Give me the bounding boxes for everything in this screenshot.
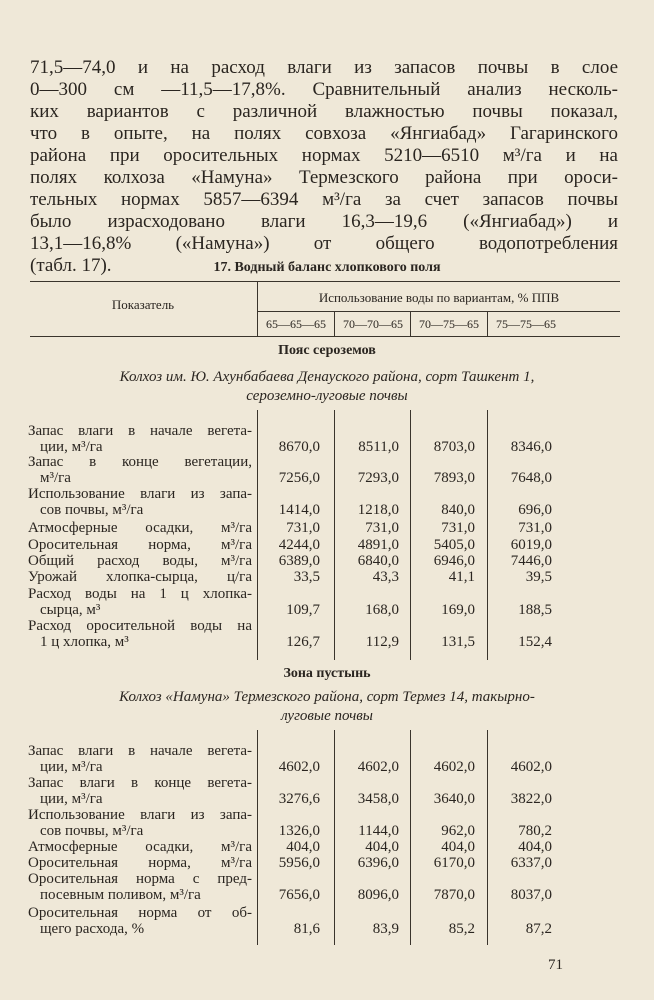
table-top-rule (30, 281, 620, 282)
value-cell: 6396,0 (357, 855, 399, 871)
value-cell: 6389,0 (278, 553, 320, 569)
row-label-line: Оросительная норма, м³/га (28, 537, 252, 553)
subtitle-line: сероземно-луговые почвы (246, 388, 408, 404)
value-cell: 780,2 (518, 823, 552, 839)
row-label (28, 775, 252, 807)
value-cell: 3276,6 (278, 791, 320, 807)
value-cell: 404,0 (365, 839, 399, 855)
value-cell: 7446,0 (510, 553, 552, 569)
row-label-line: Запас в конце вегетации, (28, 454, 252, 470)
paragraph-line: тельных нормах 5857—6394 м³/га за счет запасов почвы (30, 189, 618, 210)
row-label-line: Урожай хлопка-сырца, ц/га (28, 569, 252, 585)
row-label-line: сов почвы, м³/га (40, 502, 144, 518)
row-label (28, 618, 252, 650)
row-label (28, 537, 252, 553)
value-cell: 6019,0 (510, 537, 552, 553)
paragraph-line: района при оросительных нормах 5210—6510 м³/га и на (30, 145, 618, 166)
value-cell: 8670,0 (278, 439, 320, 455)
column-line (257, 730, 258, 945)
variant-header: 65—65—65 (266, 317, 326, 331)
value-cell: 81,6 (293, 921, 320, 937)
value-cell: 840,0 (441, 502, 475, 518)
row-label (28, 905, 252, 937)
row-label-line: Расход оросительной воды на (28, 618, 252, 634)
row-label (28, 855, 252, 871)
value-cell: 6946,0 (433, 553, 475, 569)
table-caption: 17. Водный баланс хлопкового поля (213, 260, 441, 275)
column-line (410, 730, 411, 945)
paragraph-line: было израсходовано влаги 16,3—19,6 («Янгиабад») и (30, 211, 618, 232)
row-label-line: ции, м³/га (40, 759, 103, 775)
row-label-line: щего расхода, % (40, 921, 145, 937)
row-label-line: сов почвы, м³/га (40, 823, 144, 839)
value-cell: 962,0 (441, 823, 475, 839)
row-label-line: Оросительная норма, м³/га (28, 855, 252, 871)
value-cell: 39,5 (525, 569, 552, 585)
value-cell: 6337,0 (510, 855, 552, 871)
row-label-line: м³/га (40, 470, 71, 486)
row-label-line: 1 ц хлопка, м³ (40, 634, 129, 650)
section-title: Зона пустынь (283, 666, 371, 681)
value-cell: 8096,0 (357, 887, 399, 903)
value-cell: 1326,0 (278, 823, 320, 839)
section-title: Пояс сероземов (278, 343, 376, 358)
value-cell: 8703,0 (433, 439, 475, 455)
value-cell: 6170,0 (433, 855, 475, 871)
value-cell: 188,5 (518, 602, 552, 618)
value-cell: 83,9 (372, 921, 399, 937)
body-paragraph (30, 57, 618, 277)
subtitle-line: Колхоз «Намуна» Термезского района, сорт Термез 14, такырно- (119, 689, 535, 705)
row-label-line: Оросительная норма от об- (28, 905, 252, 921)
param-header: Показатель (111, 297, 175, 312)
value-cell: 731,0 (441, 520, 475, 536)
row-label-line: Оросительная норма с пред- (28, 871, 252, 887)
value-cell: 1144,0 (358, 823, 399, 839)
value-cell: 87,2 (525, 921, 552, 937)
use-header: Использование воды по вариантам, % ППВ (318, 290, 560, 305)
value-cell: 4891,0 (357, 537, 399, 553)
value-cell: 4602,0 (510, 759, 552, 775)
row-label (28, 743, 252, 775)
value-cell: 5956,0 (278, 855, 320, 871)
value-cell: 33,5 (293, 569, 320, 585)
row-label-line: сырца, м³ (40, 602, 101, 618)
value-cell: 152,4 (518, 634, 552, 650)
subtitle-line: Колхоз им. Ю. Ахунбабаева Денауского района, сорт Ташкент 1, (119, 369, 535, 385)
row-label (28, 569, 252, 585)
row-label-line: Атмосферные осадки, м³/га (28, 520, 252, 536)
row-label (28, 871, 252, 903)
row-label-line: Запас влаги в начале вегета- (28, 423, 252, 439)
row-label-line: посевным поливом, м³/га (40, 887, 201, 903)
value-cell: 3640,0 (433, 791, 475, 807)
row-label-line: Запас влаги в начале вегета- (28, 743, 252, 759)
row-label-line: Расход воды на 1 ц хлопка- (28, 586, 252, 602)
value-cell: 404,0 (441, 839, 475, 855)
row-label (28, 520, 252, 536)
value-cell: 131,5 (441, 634, 475, 650)
row-label (28, 807, 252, 839)
value-cell: 7893,0 (433, 470, 475, 486)
paragraph-line: что в опыте, на полях совхоза «Янгиабад» Гагаринского (30, 123, 618, 144)
value-cell: 112,9 (365, 634, 399, 650)
row-label (28, 553, 252, 569)
value-cell: 126,7 (286, 634, 320, 650)
value-cell: 4244,0 (278, 537, 320, 553)
paragraph-line: полях колхоза «Намуна» Термезского района при ороси- (30, 167, 618, 188)
paragraph-line: 0—300 см —11,5—17,8%. Сравнительный анализ несколь- (30, 79, 618, 100)
row-label (28, 454, 252, 486)
variant-header: 70—75—65 (419, 317, 479, 331)
row-label-line: Использование влаги из запа- (28, 486, 252, 502)
row-label-line: ции, м³/га (40, 439, 103, 455)
value-cell: 7256,0 (278, 470, 320, 486)
row-label (28, 486, 252, 518)
section-subtitle (20, 368, 634, 406)
value-cell: 696,0 (518, 502, 552, 518)
subtitle-line: луговые почвы (281, 708, 373, 724)
value-cell: 1414,0 (278, 502, 320, 518)
value-cell: 7870,0 (433, 887, 475, 903)
section-subtitle (20, 688, 634, 726)
column-line (334, 730, 335, 945)
value-cell: 168,0 (365, 602, 399, 618)
value-cell: 43,3 (372, 569, 399, 585)
column-line (257, 410, 258, 660)
value-cell: 109,7 (286, 602, 320, 618)
row-label (28, 423, 252, 455)
value-cell: 404,0 (286, 839, 320, 855)
value-cell: 4602,0 (433, 759, 475, 775)
value-cell: 731,0 (365, 520, 399, 536)
paragraph-line: (табл. 17). (30, 255, 112, 276)
row-label-line: Общий расход воды, м³/га (28, 553, 252, 569)
paragraph-line: 71,5—74,0 и на расход влаги из запасов почвы в слое (30, 57, 618, 78)
value-cell: 404,0 (518, 839, 552, 855)
row-label (28, 839, 252, 855)
value-cell: 7656,0 (278, 887, 320, 903)
page-number: 71 (548, 957, 563, 973)
value-cell: 6840,0 (357, 553, 399, 569)
paragraph-line: 13,1—16,8% («Намуна») от общего водопотребления (30, 233, 618, 254)
value-cell: 5405,0 (433, 537, 475, 553)
row-label-line: Атмосферные осадки, м³/га (28, 839, 252, 855)
value-cell: 8037,0 (510, 887, 552, 903)
row-label (28, 586, 252, 618)
value-cell: 3458,0 (357, 791, 399, 807)
value-cell: 1218,0 (357, 502, 399, 518)
value-cell: 41,1 (448, 569, 475, 585)
value-cell: 731,0 (518, 520, 552, 536)
column-line (410, 410, 411, 660)
value-cell: 4602,0 (357, 759, 399, 775)
column-line (487, 730, 488, 945)
variant-header: 70—70—65 (343, 317, 403, 331)
value-cell: 8511,0 (358, 439, 399, 455)
value-cell: 3822,0 (510, 791, 552, 807)
column-line (487, 410, 488, 660)
row-label-line: ции, м³/га (40, 791, 103, 807)
value-cell: 7648,0 (510, 470, 552, 486)
value-cell: 169,0 (441, 602, 475, 618)
column-line (334, 410, 335, 660)
header-bottom-rule (30, 336, 620, 337)
value-cell: 4602,0 (278, 759, 320, 775)
variant-header: 75—75—65 (496, 317, 556, 331)
row-label-line: Использование влаги из запа- (28, 807, 252, 823)
row-label-line: Запас влаги в конце вегета- (28, 775, 252, 791)
value-cell: 731,0 (286, 520, 320, 536)
header-mid-rule (258, 311, 620, 312)
value-cell: 7293,0 (357, 470, 399, 486)
value-cell: 85,2 (448, 921, 475, 937)
paragraph-line: ких вариантов с различной влажностью почвы показал, (30, 101, 618, 122)
value-cell: 8346,0 (510, 439, 552, 455)
